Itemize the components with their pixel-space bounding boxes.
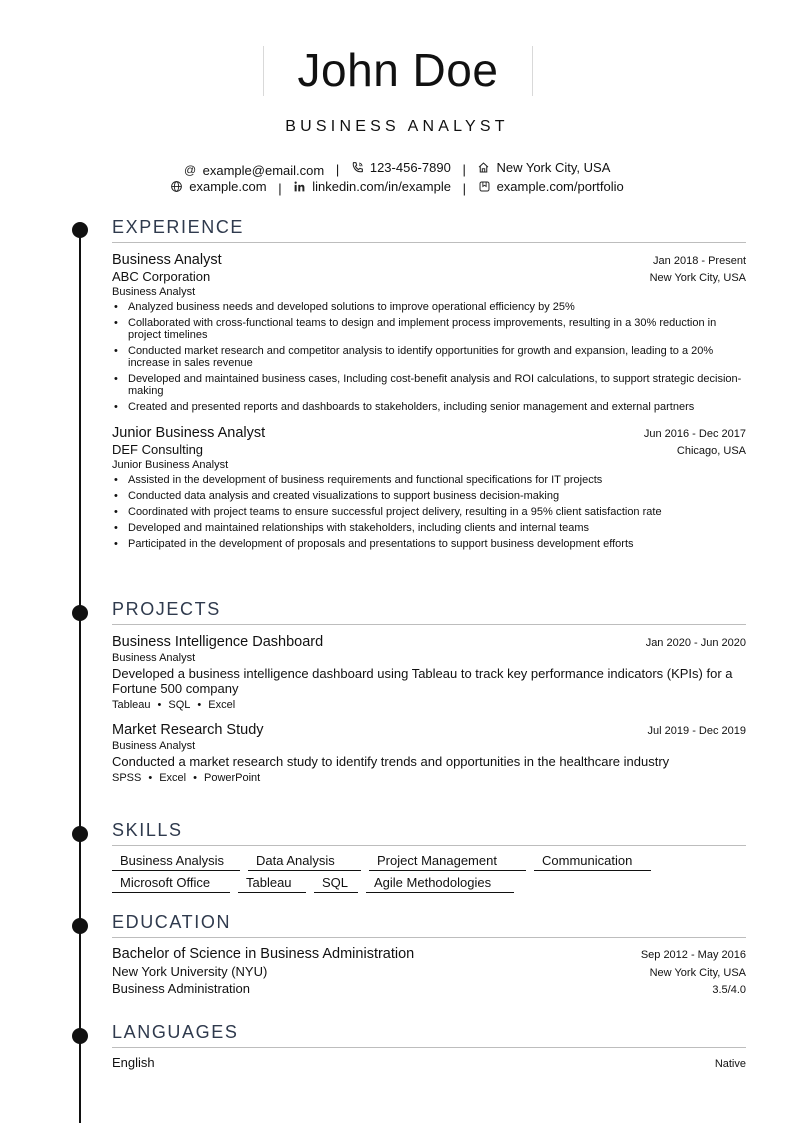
education-gpa: 3.5/4.0 bbox=[712, 984, 746, 996]
job-bullet: • Conducted data analysis and created visualizations to support business decision-making bbox=[112, 490, 746, 502]
home-icon bbox=[477, 161, 490, 174]
job-bullet: • Participated in the development of proposals and presentations to support business development efforts bbox=[112, 538, 746, 550]
linkedin-icon bbox=[293, 180, 306, 193]
job-bullet: • Conducted market research and competitor analysis to identify opportunities for growth and expansion, leading to a 20% increase in sales revenue bbox=[112, 345, 746, 369]
contact-location bbox=[477, 160, 610, 175]
job-company: DEF Consulting bbox=[112, 442, 204, 457]
tech-item: SQL bbox=[168, 699, 191, 711]
tech-separator: • bbox=[148, 772, 153, 784]
contact-website[interactable] bbox=[170, 179, 266, 194]
project-tech bbox=[112, 699, 746, 711]
project-tech bbox=[112, 772, 746, 784]
project-role: Business Analyst bbox=[112, 652, 196, 664]
globe-icon bbox=[170, 180, 183, 193]
skill-chip: Communication bbox=[534, 853, 651, 871]
location-text: New York City, USA bbox=[496, 160, 611, 175]
contact-phone[interactable] bbox=[351, 160, 451, 175]
skill-chip: Microsoft Office bbox=[112, 875, 230, 893]
tech-item: PowerPoint bbox=[203, 772, 261, 784]
portfolio-text: example.com/portfolio bbox=[496, 179, 624, 194]
education-heading: EDUCATION bbox=[112, 911, 746, 938]
linkedin-text: linkedin.com/in/example bbox=[312, 179, 451, 194]
education-school: New York University (NYU) bbox=[112, 964, 268, 979]
education-dates: Sep 2012 - May 2016 bbox=[640, 949, 746, 961]
at-icon: @ bbox=[184, 163, 197, 177]
tech-separator: • bbox=[193, 772, 197, 784]
job-bullet: • Analyzed business needs and developed solutions to improve operational efficiency by 25% bbox=[112, 301, 746, 313]
tech-separator: • bbox=[197, 699, 202, 711]
timeline-dot-experience bbox=[72, 222, 88, 238]
skill-chip: Tableau bbox=[238, 875, 306, 893]
skills-section bbox=[112, 819, 746, 897]
projects-section bbox=[112, 598, 746, 784]
tech-item: Tableau bbox=[112, 699, 151, 711]
project-description: Conducted a market research study to identify trends and opportunities in the healthcare industry bbox=[112, 754, 670, 769]
project-description: Developed a business intelligence dashboard using Tableau to track key performance indicators (KPIs) for a Fortune 500 company bbox=[112, 666, 733, 696]
timeline-dot-languages bbox=[72, 1028, 88, 1044]
candidate-title: BUSINESS ANALYST bbox=[285, 118, 509, 135]
languages-section bbox=[112, 1021, 746, 1070]
phone-icon bbox=[351, 161, 364, 174]
separator: | bbox=[462, 181, 466, 196]
contact-linkedin[interactable] bbox=[293, 179, 451, 194]
project-role: Business Analyst bbox=[112, 740, 196, 752]
job-entry bbox=[112, 252, 746, 413]
timeline-dot-skills bbox=[72, 826, 88, 842]
skills-heading: SKILLS bbox=[112, 819, 746, 846]
job-bullets bbox=[112, 474, 746, 550]
project-name: Market Research Study bbox=[112, 722, 264, 738]
tech-item: Excel bbox=[159, 772, 187, 784]
job-role: Business Analyst bbox=[112, 286, 196, 298]
skills-list bbox=[112, 853, 746, 893]
projects-heading: PROJECTS bbox=[112, 598, 746, 625]
language-level: Native bbox=[714, 1058, 746, 1070]
project-entry bbox=[112, 634, 746, 711]
education-degree: Bachelor of Science in Business Administration bbox=[112, 946, 415, 962]
candidate-name: John Doe bbox=[297, 44, 499, 96]
separator: | bbox=[335, 162, 340, 177]
separator: | bbox=[278, 181, 282, 196]
job-company: ABC Corporation bbox=[112, 269, 211, 284]
timeline-line bbox=[79, 228, 81, 1123]
skills-row bbox=[112, 875, 746, 893]
job-dates: Jun 2016 - Dec 2017 bbox=[643, 428, 746, 440]
languages-heading: LANGUAGES bbox=[112, 1021, 746, 1048]
timeline-dot-projects bbox=[72, 605, 88, 621]
contact-portfolio[interactable] bbox=[478, 179, 624, 194]
project-name: Business Intelligence Dashboard bbox=[112, 634, 324, 650]
separator: | bbox=[462, 162, 466, 177]
skill-chip: Project Management bbox=[369, 853, 526, 871]
skill-chip: Business Analysis bbox=[112, 853, 240, 871]
education-entry bbox=[112, 946, 746, 996]
experience-section bbox=[112, 216, 746, 554]
tech-separator: • bbox=[157, 699, 162, 711]
job-bullet: • Collaborated with cross-functional teams to design and implement process improvements, resulting in a 30% reduction in project timelines bbox=[112, 317, 746, 341]
job-bullet: • Assisted in the development of business requirements and functional specifications for IT projects bbox=[112, 474, 746, 486]
education-location: New York City, USA bbox=[649, 967, 746, 979]
project-dates: Jan 2020 - Jun 2020 bbox=[645, 637, 746, 649]
job-bullet: • Coordinated with project teams to ensure successful project delivery, resulting in a 95% client satisfaction rate bbox=[112, 506, 746, 518]
experience-heading: EXPERIENCE bbox=[112, 216, 746, 243]
language-entry bbox=[112, 1055, 746, 1070]
contact-row-2 bbox=[0, 179, 794, 196]
skills-row bbox=[112, 853, 746, 871]
portfolio-icon bbox=[478, 180, 491, 193]
name-frame bbox=[263, 46, 533, 96]
job-dates: Jan 2018 - Present bbox=[653, 255, 746, 267]
job-location: New York City, USA bbox=[649, 272, 746, 284]
education-section bbox=[112, 911, 746, 996]
skill-chip: Agile Methodologies bbox=[366, 875, 514, 893]
job-bullet: • Developed and maintained business cases, Including cost-benefit analysis and ROI calculations, to support strategic decision-making bbox=[112, 373, 746, 397]
tech-item: Excel bbox=[208, 699, 236, 711]
project-dates: Jul 2019 - Dec 2019 bbox=[647, 725, 746, 737]
skill-chip: Data Analysis bbox=[248, 853, 361, 871]
contact-email[interactable] bbox=[184, 163, 325, 178]
job-role: Junior Business Analyst bbox=[112, 459, 229, 471]
email-text: example@email.com bbox=[202, 163, 325, 178]
language-name: English bbox=[112, 1055, 155, 1070]
contact-row-1 bbox=[0, 160, 794, 178]
skill-chip: SQL bbox=[314, 875, 358, 893]
job-position: Business Analyst bbox=[112, 252, 222, 268]
job-entry bbox=[112, 425, 746, 550]
phone-text: 123-456-7890 bbox=[369, 160, 451, 175]
tech-item: SPSS bbox=[112, 772, 142, 784]
timeline-dot-education bbox=[72, 918, 88, 934]
job-bullets bbox=[112, 301, 746, 413]
education-field: Business Administration bbox=[112, 981, 251, 996]
job-position: Junior Business Analyst bbox=[112, 425, 266, 441]
project-entry bbox=[112, 722, 746, 784]
job-bullet: • Created and presented reports and dashboards to stakeholders, including senior management and external partners bbox=[112, 401, 746, 413]
website-text: example.com bbox=[189, 179, 267, 194]
job-bullet: • Developed and maintained relationships with stakeholders, including clients and internal teams bbox=[112, 522, 746, 534]
job-location: Chicago, USA bbox=[676, 445, 746, 457]
